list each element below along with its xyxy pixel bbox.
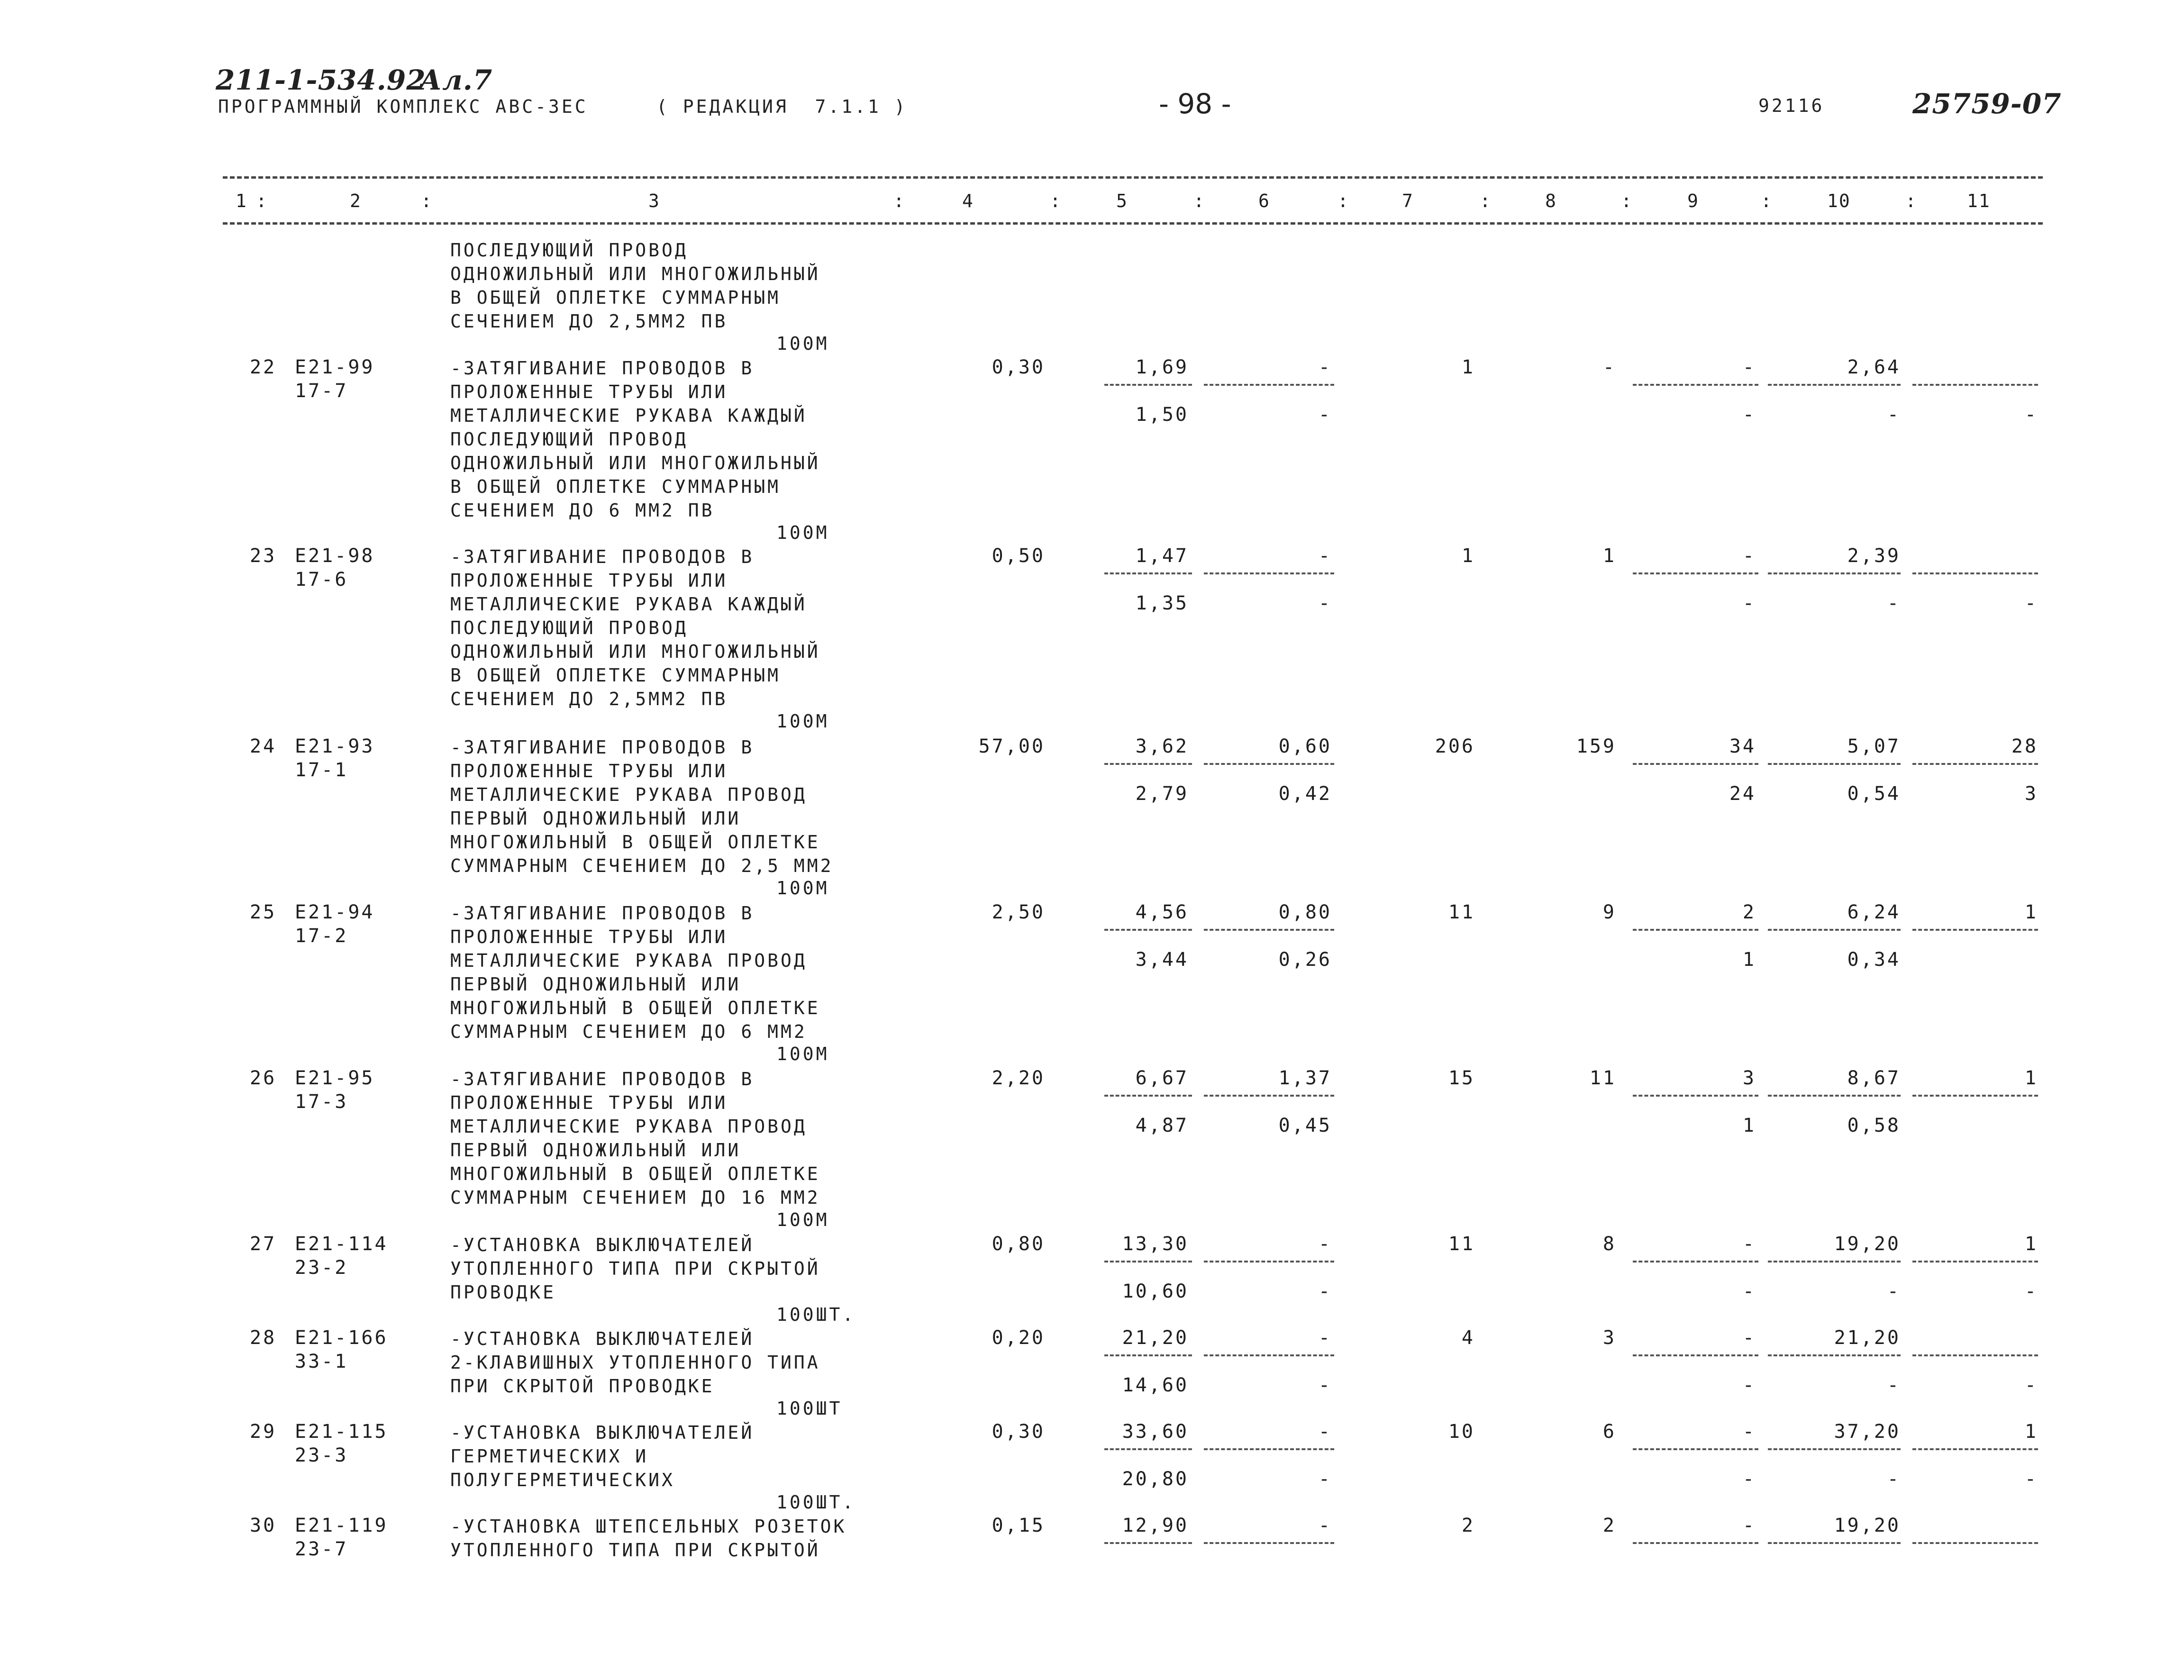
value-separator [1768,929,1901,931]
value-separator [1204,763,1334,765]
rate-code: Е21-119 [295,1515,388,1536]
cell-col4: 0,20 [992,1327,1045,1349]
cell-col5-lower: 2,79 [1135,783,1189,805]
description-line: ПРИ СКРЫТОЙ ПРОВОДКЕ [450,1376,715,1397]
cell-col5: 3,62 [1135,736,1189,757]
cell-col7: 11 [1448,1233,1475,1255]
description-line: МЕТАЛЛИЧЕСКИЕ РУКАВА КАЖДЫЙ [450,405,807,426]
rate-code: Е21-98 [295,545,375,567]
value-separator [1768,1095,1901,1097]
cell-col11-lower: - [2024,1374,2038,1396]
rate-subcode: 23-3 [295,1444,348,1466]
column-header: 2 [350,191,362,211]
cell-col9-lower: 1 [1742,1115,1756,1136]
description-line: -УСТАНОВКА ШТЕПСЕЛЬНЫХ РОЗЕТОК [450,1516,847,1537]
cell-col6: - [1318,1327,1332,1349]
continuation-description [450,238,820,333]
cell-col10: 37,20 [1834,1421,1901,1443]
description-line: -ЗАТЯГИВАНИЕ ПРОВОДОВ В [450,546,755,567]
value-separator [1204,1095,1334,1097]
rate-subcode: 23-2 [295,1257,348,1279]
row-description [450,1067,820,1209]
row-number: 23 [250,545,277,567]
description-line: МНОГОЖИЛЬНЫЙ В ОБЩЕЙ ОПЛЕТКЕ [450,832,820,853]
cell-col5: 4,56 [1135,901,1189,923]
cell-col8: 9 [1602,901,1616,923]
description-line: ПЕРВЫЙ ОДНОЖИЛЬНЫЙ ИЛИ [450,1140,741,1161]
cell-col9: - [1742,1327,1756,1349]
cell-col6-lower: - [1318,592,1332,614]
description-line: В ОБЩЕЙ ОПЛЕТКЕ СУММАРНЫМ [450,665,781,686]
header-rule-bottom [223,222,2043,225]
description-line: ПОСЛЕДУЮЩИЙ ПРОВОД [450,618,688,638]
table-row [0,1421,2184,1516]
value-separator [1633,1261,1758,1262]
cell-col11: 1 [2024,1233,2038,1255]
value-separator [1633,384,1758,386]
code-92116: 92116 [1758,95,1825,116]
description-line: МНОГОЖИЛЬНЫЙ В ОБЩЕЙ ОПЛЕТКЕ [450,998,820,1018]
row-description [450,1515,846,1562]
cell-col11-lower: - [2024,1468,2038,1490]
row-unit: 100М [776,1209,829,1230]
value-separator [1768,763,1901,765]
cell-col10-lower: - [1887,1280,1901,1302]
cell-col5: 21,20 [1122,1327,1189,1349]
rate-code: Е21-114 [295,1233,388,1255]
cell-col10-lower: - [1887,1374,1901,1396]
description-line: СУММАРНЫМ СЕЧЕНИЕМ ДО 16 ММ2 [450,1187,820,1208]
description-line: -УСТАНОВКА ВЫКЛЮЧАТЕЛЕЙ [450,1422,755,1443]
cell-col9: 2 [1742,901,1756,923]
cell-col5: 13,30 [1122,1233,1189,1255]
cell-col11-lower: - [2024,404,2038,426]
description-line: 2-КЛАВИШНЫХ УТОПЛЕННОГО ТИПА [450,1352,820,1373]
cell-col10-lower: 0,58 [1847,1115,1901,1136]
column-header: 7 [1402,191,1414,211]
table-row [0,545,2184,735]
description-line: ПОСЛЕДУЮЩИЙ ПРОВОД [450,240,688,261]
value-separator [1912,1542,2038,1544]
cell-col10-lower: 0,54 [1847,783,1901,805]
cell-col10: 19,20 [1834,1515,1901,1536]
rate-code: Е21-166 [295,1327,388,1349]
row-number: 27 [250,1233,277,1255]
cell-col7: 206 [1435,736,1475,757]
cell-col5: 12,90 [1122,1515,1189,1536]
row-number: 29 [250,1421,277,1443]
row-description [450,1421,754,1492]
continuation-unit: 100М [776,333,829,354]
value-separator [1633,1354,1758,1356]
page-number: - 98 - [1159,88,1231,120]
cell-col8: 3 [1602,1327,1616,1349]
rate-code: Е21-115 [295,1421,388,1443]
cell-col10-lower: - [1887,404,1901,426]
cell-col6-lower: 0,42 [1278,783,1332,805]
cell-col5-lower: 14,60 [1122,1374,1189,1396]
column-header: 6 [1258,191,1270,211]
rate-subcode: 17-6 [295,569,348,590]
cell-col5: 1,47 [1135,545,1189,567]
cell-col11-lower: 3 [2024,783,2038,805]
code-25759: 25759-07 [1912,88,2062,120]
value-separator [1633,572,1758,574]
cell-col6: - [1318,545,1332,567]
rate-subcode: 33-1 [295,1351,348,1372]
cell-col11-lower: - [2024,1280,2038,1302]
description-line: МЕТАЛЛИЧЕСКИЕ РУКАВА ПРОВОД [450,950,807,971]
description-line: ПРОЛОЖЕННЫЕ ТРУБЫ ИЛИ [450,926,728,947]
cell-col11: 28 [2011,736,2038,757]
description-line: ПОЛУГЕРМЕТИЧЕСКИХ [450,1470,675,1490]
value-separator [1104,1261,1192,1262]
cell-col4: 0,15 [992,1515,1045,1536]
cell-col6-lower: - [1318,404,1332,426]
description-line: СЕЧЕНИЕМ ДО 6 ММ2 ПВ [450,500,715,521]
rate-subcode: 17-3 [295,1091,348,1113]
cell-col10: 2,39 [1847,545,1901,567]
cell-col4: 0,50 [992,545,1045,567]
description-line: ГЕРМЕТИЧЕСКИХ И [450,1446,649,1467]
value-separator [1104,384,1192,386]
value-separator [1104,1542,1192,1544]
column-header: 10 [1827,191,1851,211]
description-line: УТОПЛЕННОГО ТИПА ПРИ СКРЫТОЙ [450,1258,820,1279]
column-header: 1 [236,191,247,211]
cell-col7: 10 [1448,1421,1475,1443]
row-number: 30 [250,1515,277,1536]
cell-col9: - [1742,1233,1756,1255]
row-unit: 100ШТ. [776,1304,856,1325]
cell-col6-lower: - [1318,1280,1332,1302]
cell-col6: - [1318,1421,1332,1443]
value-separator [1104,1354,1192,1356]
value-separator [1204,1354,1334,1356]
cell-col5-lower: 1,35 [1135,592,1189,614]
cell-col6-lower: 0,45 [1278,1115,1332,1136]
cell-col9-lower: - [1742,1468,1756,1490]
table-row [0,1067,2184,1233]
cell-col4: 57,00 [978,736,1045,757]
cell-col10: 19,20 [1834,1233,1901,1255]
value-separator [1104,763,1192,765]
cell-col10: 5,07 [1847,736,1901,757]
cell-col11: 1 [2024,1067,2038,1089]
value-separator [1912,763,2038,765]
cell-col6-lower: - [1318,1468,1332,1490]
description-line: МЕТАЛЛИЧЕСКИЕ РУКАВА ПРОВОД [450,1116,807,1137]
value-separator [1912,572,2038,574]
cell-col9-lower: 24 [1729,783,1756,805]
cell-col10: 8,67 [1847,1067,1901,1089]
value-separator [1768,1448,1901,1450]
cell-col6: - [1318,1515,1332,1536]
description-line: МНОГОЖИЛЬНЫЙ В ОБЩЕЙ ОПЛЕТКЕ [450,1163,820,1184]
cell-col9-lower: - [1742,1280,1756,1302]
description-line: СУММАРНЫМ СЕЧЕНИЕМ ДО 6 ММ2 [450,1021,807,1042]
program-title: ПРОГРАММНЫЙ КОМПЛЕКС АВС-3ЕС [218,96,588,117]
description-line: -ЗАТЯГИВАНИЕ ПРОВОДОВ В [450,737,755,758]
description-line: ПЕРВЫЙ ОДНОЖИЛЬНЫЙ ИЛИ [450,808,741,829]
description-line: МЕТАЛЛИЧЕСКИЕ РУКАВА КАЖДЫЙ [450,594,807,615]
description-line: ПЕРВЫЙ ОДНОЖИЛЬНЫЙ ИЛИ [450,974,741,995]
cell-col9: - [1742,1515,1756,1536]
cell-col6: - [1318,356,1332,378]
value-separator [1633,929,1758,931]
row-unit: 100М [776,711,829,732]
description-line: СЕЧЕНИЕМ ДО 2,5ММ2 ПВ [450,689,728,709]
description-line: ПРОВОДКЕ [450,1282,556,1303]
value-separator [1768,1261,1901,1262]
description-line: -УСТАНОВКА ВЫКЛЮЧАТЕЛЕЙ [450,1328,755,1349]
cell-col6-lower: 0,26 [1278,949,1332,971]
value-separator [1104,1448,1192,1450]
value-separator [1768,572,1901,574]
cell-col11: 1 [2024,901,2038,923]
description-line: ПОСЛЕДУЮЩИЙ ПРОВОД [450,429,688,450]
table-row [0,1327,2184,1422]
cell-col8: 6 [1602,1421,1616,1443]
table-row [0,356,2184,546]
rate-code: Е21-93 [295,736,375,757]
doc-code: 211-1-534.92 [216,64,426,96]
row-unit: 100ШТ [776,1398,843,1419]
cell-col9-lower: 1 [1742,949,1756,971]
row-description [450,1327,820,1398]
cell-col7: 1 [1461,545,1475,567]
row-number: 22 [250,356,277,378]
column-header: 11 [1967,191,1991,211]
cell-col9: - [1742,545,1756,567]
cell-col8: 8 [1602,1233,1616,1255]
cell-col9-lower: - [1742,1374,1756,1396]
cell-col4: 0,30 [992,356,1045,378]
cell-col4: 0,30 [992,1421,1045,1443]
value-separator [1204,1448,1334,1450]
cell-col9-lower: - [1742,404,1756,426]
description-line: -ЗАТЯГИВАНИЕ ПРОВОДОВ В [450,1069,755,1090]
description-line: ПРОЛОЖЕННЫЕ ТРУБЫ ИЛИ [450,1092,728,1113]
cell-col6-lower: - [1318,1374,1332,1396]
cell-col5-lower: 1,50 [1135,404,1189,426]
value-separator [1912,1448,2038,1450]
value-separator [1204,1261,1334,1262]
value-separator [1633,1542,1758,1544]
table-row [0,901,2184,1067]
value-separator [1104,1095,1192,1097]
description-line: -ЗАТЯГИВАНИЕ ПРОВОДОВ В [450,358,755,379]
value-separator [1768,1542,1901,1544]
cell-col9-lower: - [1742,592,1756,614]
row-number: 25 [250,901,277,923]
cell-col7: 4 [1461,1327,1475,1349]
cell-col10-lower: - [1887,1468,1901,1490]
cell-col9: - [1742,1421,1756,1443]
description-line: СЕЧЕНИЕМ ДО 2,5ММ2 ПВ [450,311,728,332]
cell-col10: 6,24 [1847,901,1901,923]
description-line: -УСТАНОВКА ВЫКЛЮЧАТЕЛЕЙ [450,1235,755,1255]
description-line: ОДНОЖИЛЬНЫЙ ИЛИ МНОГОЖИЛЬНЫЙ [450,263,820,284]
edition-label: ( РЕДАКЦИЯ 7.1.1 ) [656,96,908,117]
row-description [450,736,833,878]
rate-code: Е21-94 [295,901,375,923]
cell-col5-lower: 3,44 [1135,949,1189,971]
column-header: 3 [648,191,660,211]
description-line: МЕТАЛЛИЧЕСКИЕ РУКАВА ПРОВОД [450,784,807,805]
value-separator [1768,384,1901,386]
cell-col4: 0,80 [992,1233,1045,1255]
description-line: УТОПЛЕННОГО ТИПА ПРИ СКРЫТОЙ [450,1540,820,1561]
cell-col4: 2,20 [992,1067,1045,1089]
cell-col10: 21,20 [1834,1327,1901,1349]
description-line: ПРОЛОЖЕННЫЕ ТРУБЫ ИЛИ [450,761,728,781]
table-row [0,1515,2184,1586]
rate-subcode: 17-1 [295,759,348,781]
rate-subcode: 17-7 [295,380,348,402]
rate-subcode: 23-7 [295,1538,348,1560]
value-separator [1633,1448,1758,1450]
row-description [450,1233,820,1304]
cell-col9: 3 [1742,1067,1756,1089]
value-separator [1104,929,1192,931]
cell-col7: 2 [1461,1515,1475,1536]
cell-col7: 15 [1448,1067,1475,1089]
cell-col10-lower: - [1887,592,1901,614]
cell-col9: 34 [1729,736,1756,757]
cell-col8: 2 [1602,1515,1616,1536]
cell-col5-lower: 10,60 [1122,1280,1189,1302]
column-header: 5 [1116,191,1128,211]
cell-col6: 1,37 [1278,1067,1332,1089]
cell-col8: 1 [1602,545,1616,567]
column-header: 4 [962,191,974,211]
cell-col9: - [1742,356,1756,378]
cell-col5-lower: 20,80 [1122,1468,1189,1490]
row-number: 28 [250,1327,277,1349]
row-unit: 100М [776,878,829,899]
row-description [450,901,820,1044]
table-row [0,736,2184,901]
cell-col6: - [1318,1233,1332,1255]
column-header: 8 [1545,191,1557,211]
cell-col4: 2,50 [992,901,1045,923]
row-unit: 100М [776,522,829,543]
value-separator [1912,1354,2038,1356]
description-line: В ОБЩЕЙ ОПЛЕТКЕ СУММАРНЫМ [450,476,781,497]
value-separator [1633,1095,1758,1097]
cell-col5: 33,60 [1122,1421,1189,1443]
cell-col8: 159 [1576,736,1616,757]
description-line: В ОБЩЕЙ ОПЛЕТКЕ СУММАРНЫМ [450,287,781,308]
value-separator [1912,929,2038,931]
value-separator [1204,572,1334,574]
row-unit: 100М [776,1044,829,1064]
cell-col6: 0,80 [1278,901,1332,923]
value-separator [1633,763,1758,765]
cell-col7: 11 [1448,901,1475,923]
row-number: 24 [250,736,277,757]
row-number: 26 [250,1067,277,1089]
column-header: 9 [1687,191,1699,211]
description-line: ОДНОЖИЛЬНЫЙ ИЛИ МНОГОЖИЛЬНЫЙ [450,453,820,473]
cell-col5: 6,67 [1135,1067,1189,1089]
document-page: 211-1-534.92 Ал.7 ПРОГРАММНЫЙ КОМПЛЕКС АВС-3ЕС ( РЕДАКЦИЯ 7.1.1 ) - 98 - 92116 25759-07 1 : 2 : 3 : 4 : 5 : 6 : 7 : 8 : 9 : 10 : 11 ПОСЛЕДУЮЩИЙ ПРОВОД ОДНОЖИЛЬНЫЙ ИЛИ МНОГОЖИЛЬНЫЙ В ОБЩЕЙ ОПЛЕТКЕ СУММАРНЫМ СЕЧЕНИЕМ ДО 2,5ММ2 ПВ 100М 22 Е21-99 17-7 -ЗАТЯГИВАНИЕ ПРОВОДОВ В ПРОЛОЖЕННЫЕ ТРУБЫ ИЛИ МЕТАЛЛИЧЕСКИЕ РУКАВА КАЖДЫЙ ПОСЛЕДУЮЩИЙ ПРОВОД ОДНОЖИЛЬНЫЙ ИЛИ МНОГОЖИЛЬНЫЙ В ОБЩЕЙ ОПЛЕТКЕ СУММАРНЫМ СЕЧЕНИЕМ ДО 6 ММ2 ПВ 100М 0,30 1,69 - 1 - - 2,64 1,50 - - - - 23 Е21-98 17-6 -ЗАТЯГИВАНИЕ ПРОВОДОВ В ПРОЛОЖЕННЫЕ ТРУБЫ ИЛИ МЕТАЛЛИЧЕСКИЕ РУКАВА КАЖДЫЙ ПОСЛЕДУЮЩИЙ ПРОВОД ОДНОЖИЛЬНЫЙ ИЛИ МНОГОЖИЛЬНЫЙ В ОБЩЕЙ ОПЛЕТКЕ СУММАРНЫМ СЕЧЕНИЕМ ДО 2,5ММ2 ПВ 100М 0,50 1,47 - 1 1 - 2,39 1,35 - - - - 24 Е21-93 17-1 -ЗАТЯГИВАНИЕ ПРОВОДОВ В ПРОЛОЖЕННЫЕ ТРУБЫ ИЛИ МЕТАЛЛИЧЕСКИЕ РУКАВА ПРОВОД ПЕРВЫЙ ОДНОЖИЛЬНЫЙ ИЛИ МНОГОЖИЛЬНЫЙ В ОБЩЕЙ ОПЛЕТКЕ СУММАРНЫМ СЕЧЕНИЕМ ДО 2,5 ММ2 100М 57,00 3,62 0,60 206 159 34 5,07 28 2,79 0,42 24 0,54 3 25 Е21-94 17-2 -ЗАТЯГИВАНИЕ ПРОВОДОВ В ПРОЛОЖЕННЫЕ ТРУБЫ ИЛИ МЕТАЛЛИЧЕСКИЕ РУКАВА ПРОВОД ПЕРВЫЙ ОДНОЖИЛЬНЫЙ ИЛИ МНОГОЖИЛЬНЫЙ В ОБЩЕЙ ОПЛЕТКЕ СУММАРНЫМ СЕЧЕНИЕМ ДО 6 ММ2 100М 2,50 4,56 0,80 11 9 2 6,24 1 3,44 0,26 1 0,34 26 Е21-95 17-3 -ЗАТЯГИВАНИЕ ПРОВОДОВ В ПРОЛОЖЕННЫЕ ТРУБЫ ИЛИ МЕТАЛЛИЧЕСКИЕ РУКАВА ПРОВОД ПЕРВЫЙ ОДНОЖИЛЬНЫЙ ИЛИ МНОГОЖИЛЬНЫЙ В ОБЩЕЙ ОПЛЕТКЕ СУММАРНЫМ СЕЧЕНИЕМ ДО 16 ММ2 100М 2,20 6,67 1,37 15 11 3 8,67 1 4,87 0,45 1 0,58 27 Е21-114 23-2 -УСТАНОВКА ВЫКЛЮЧАТЕЛЕЙ УТОПЛЕННОГО ТИПА ПРИ СКРЫТОЙ ПРОВОДКЕ 100ШТ. 0,80 13,30 - 11 8 - 19,20 1 10,60 - - - - 28 Е21-166 33-1 -УСТАНОВКА ВЫКЛЮЧАТЕЛЕЙ 2-КЛАВИШНЫХ УТОПЛЕННОГО ТИПА ПРИ СКРЫТОЙ ПРОВОДКЕ 100ШТ 0,20 21,20 - 4 3 - 21,20 14,60 - - - - 29 Е21-115 23-3 -УСТАНОВКА ВЫКЛЮЧАТЕЛЕЙ ГЕРМЕТИЧЕСКИХ И ПОЛУГЕРМЕТИЧЕСКИХ 100ШТ. 0,30 33,60 - 10 6 - 37,20 1 20,80 - - - - 30 Е21-119 23-7 -УСТАНОВКА ШТЕПСЕЛЬНЫХ РОЗЕТОК УТОПЛЕННОГО ТИПА ПРИ СКРЫТОЙ 0,15 12,90 - 2 2 - 19,20 [0,0,2184,1680]
rate-code: Е21-95 [295,1067,375,1089]
cell-col10: 2,64 [1847,356,1901,378]
value-separator [1104,572,1192,574]
album-label: Ал.7 [419,64,493,96]
description-line: ОДНОЖИЛЬНЫЙ ИЛИ МНОГОЖИЛЬНЫЙ [450,641,820,662]
row-description [450,545,820,711]
value-separator [1912,1095,2038,1097]
cell-col6: 0,60 [1278,736,1332,757]
value-separator [1768,1354,1901,1356]
cell-col8: - [1602,356,1616,378]
table-row [0,1233,2184,1328]
value-separator [1204,1542,1334,1544]
rate-code: Е21-99 [295,356,375,378]
cell-col5-lower: 4,87 [1135,1115,1189,1136]
cell-col11: 1 [2024,1421,2038,1443]
row-unit: 100ШТ. [776,1492,856,1513]
rate-subcode: 17-2 [295,925,348,947]
row-description [450,356,820,522]
header-rule-top [223,176,2043,179]
cell-col8: 11 [1589,1067,1616,1089]
cell-col10-lower: 0,34 [1847,949,1901,971]
value-separator [1204,384,1334,386]
description-line: СУММАРНЫМ СЕЧЕНИЕМ ДО 2,5 ММ2 [450,855,834,876]
value-separator [1912,384,2038,386]
value-separator [1912,1261,2038,1262]
cell-col5: 1,69 [1135,356,1189,378]
value-separator [1204,929,1334,931]
cell-col7: 1 [1461,356,1475,378]
description-line: ПРОЛОЖЕННЫЕ ТРУБЫ ИЛИ [450,570,728,591]
description-line: ПРОЛОЖЕННЫЕ ТРУБЫ ИЛИ [450,381,728,402]
description-line: -ЗАТЯГИВАНИЕ ПРОВОДОВ В [450,903,755,924]
cell-col11-lower: - [2024,592,2038,614]
